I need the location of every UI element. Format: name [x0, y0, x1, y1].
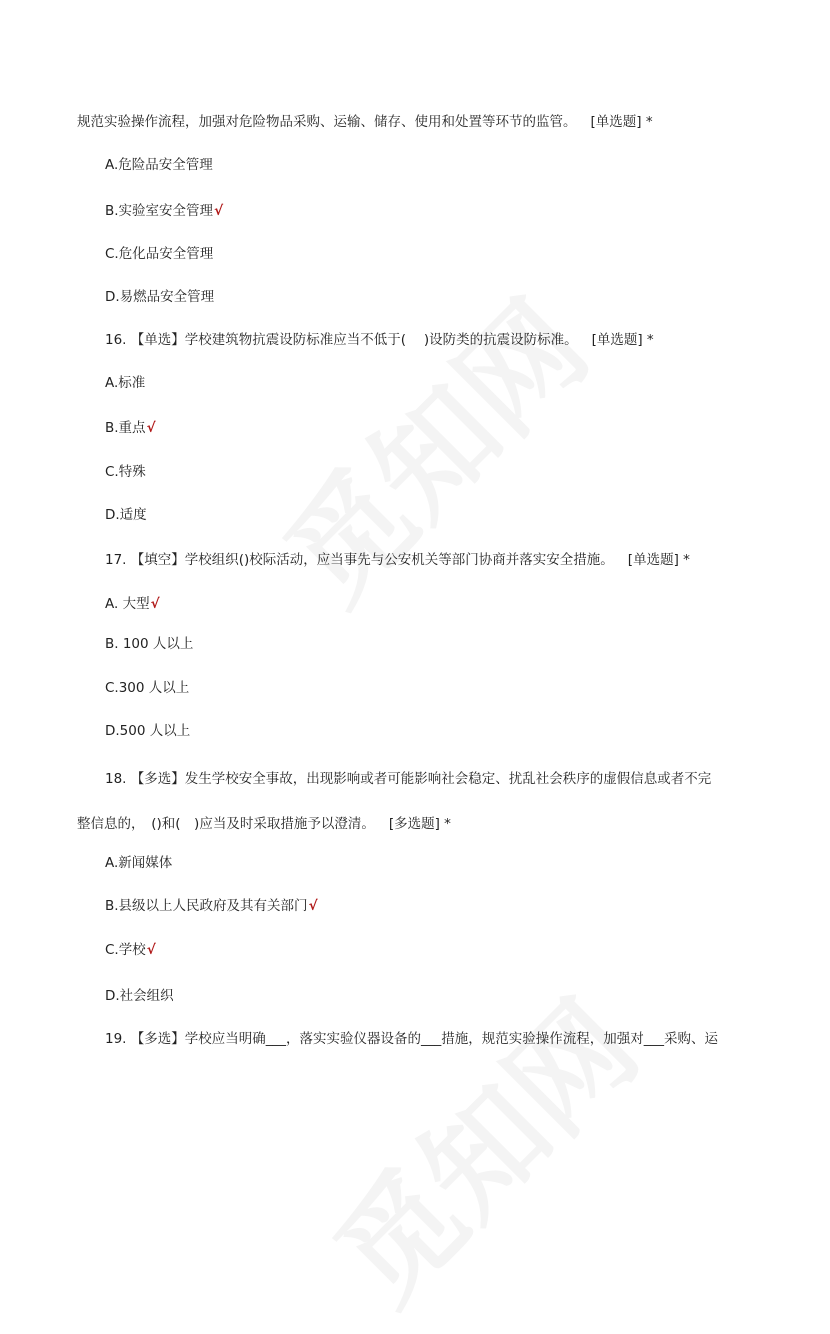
question-19-text	[105, 1029, 718, 1049]
question-type-tag: [单选题] *	[590, 114, 653, 130]
question-18-text-cont	[77, 814, 451, 834]
option-b: B.重点√	[105, 420, 156, 436]
option-d: D.社会组织	[105, 988, 174, 1004]
option-a: A.危险品安全管理	[105, 157, 213, 173]
correct-check-icon: √	[146, 420, 156, 436]
option-c: C.特殊	[105, 464, 146, 480]
option-b: B.实验室安全管理√	[105, 203, 224, 219]
option-a: A.新闻媒体	[105, 855, 173, 871]
question-type-tag: [多选题] *	[388, 816, 451, 832]
question-type-tag: [单选题] *	[591, 332, 654, 348]
question-text: 19. 【多选】学校应当明确___，落实实验仪器设备的___措施，规范实验操作流程，加强对___采购、运	[105, 1031, 719, 1047]
option-d: D.500 人以上	[105, 723, 191, 739]
question-text: 16. 【单选】学校建筑物抗震设防标准应当不低于( )设防类的抗震设防标准。	[105, 332, 578, 348]
option-d: D.适度	[105, 507, 147, 523]
question-text: 18. 【多选】发生学校安全事故，出现影响或者可能影响社会稳定、扰乱社会秩序的虚假信息或者不完	[105, 771, 712, 787]
question-text: 整信息的， ()和( )应当及时采取措施予以澄清。	[77, 816, 375, 832]
question-text: 17. 【填空】学校组织()校际活动，应当事先与公安机关等部门协商并落实安全措施。	[105, 552, 614, 568]
correct-check-icon: √	[214, 203, 224, 219]
option-a: A. 大型√	[105, 596, 160, 612]
question-text: 规范实验操作流程，加强对危险物品采购、运输、储存、使用和处置等环节的监管。	[77, 114, 577, 130]
question-17-text	[105, 550, 690, 570]
option-c: C.300 人以上	[105, 680, 190, 696]
question-18-text	[105, 769, 711, 789]
option-b: B.县级以上人民政府及其有关部门√	[105, 898, 318, 914]
correct-check-icon: √	[150, 596, 160, 612]
question-15-text	[77, 112, 653, 132]
question-16-text	[105, 330, 654, 350]
option-b: B. 100 人以上	[105, 636, 194, 652]
option-c: C.学校√	[105, 942, 156, 958]
option-d: D.易燃品安全管理	[105, 289, 215, 305]
correct-check-icon: √	[308, 898, 318, 914]
option-a: A.标准	[105, 375, 146, 391]
correct-check-icon: √	[146, 942, 156, 958]
watermark	[242, 258, 618, 634]
watermark	[292, 958, 668, 1334]
question-type-tag: [单选题] *	[627, 552, 690, 568]
option-c: C.危化品安全管理	[105, 246, 214, 262]
